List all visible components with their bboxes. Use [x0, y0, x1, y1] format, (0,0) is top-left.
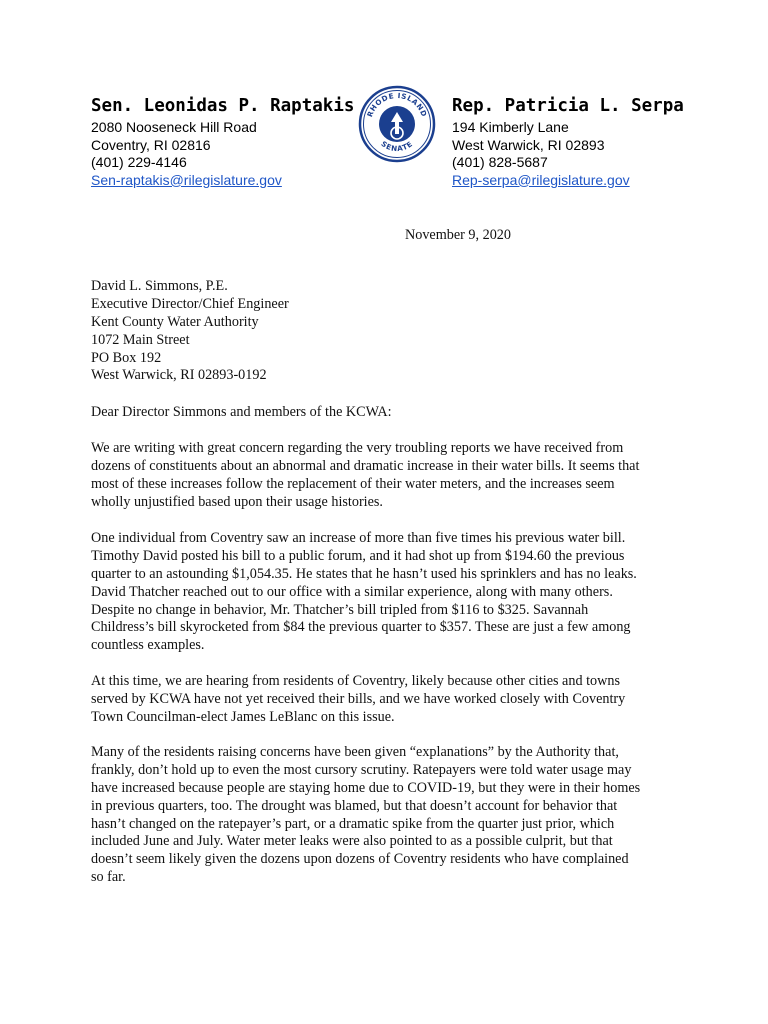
- seal-top-text: RHODE ISLAND: [365, 90, 429, 119]
- paragraph-line: most of these increases follow the replacement of their water meters, and the increases seem: [91, 475, 615, 492]
- recipient-line: Kent County Water Authority: [91, 313, 259, 330]
- recipient-line: David L. Simmons, P.E.: [91, 278, 228, 294]
- representative-email-link[interactable]: Rep-serpa@rilegislature.gov: [452, 171, 630, 188]
- paragraph-line: so far.: [91, 869, 126, 886]
- paragraph-line: frankly, don’t hold up to even the most cursory scrutiny. Ratepayers were told water usage may: [91, 761, 632, 778]
- body-paragraph: [91, 530, 637, 655]
- recipient-address: [91, 278, 289, 385]
- paragraph-line: hasn’t changed on the ratepayer’s part, or a dramatic spike from the quarter just prior, which: [91, 815, 615, 832]
- senator-email-link[interactable]: Sen-raptakis@rilegislature.gov: [91, 171, 282, 188]
- letter-date: November 9, 2020: [405, 227, 511, 243]
- senator-contact: [91, 119, 282, 189]
- salutation: Dear Director Simmons and members of the KCWA:: [91, 404, 392, 420]
- paragraph-line: dozens of constituents about an abnormal and dramatic increase in their water bills. It seems that: [91, 457, 640, 474]
- body-paragraph: [91, 673, 625, 727]
- paragraph-line: One individual from Coventry saw an increase of more than five times his previous water bill.: [91, 530, 626, 546]
- representative-street: 194 Kimberly Lane: [452, 119, 569, 135]
- body-paragraph: [91, 440, 639, 512]
- representative-contact: [452, 119, 630, 189]
- paragraph-line: At this time, we are hearing from residents of Coventry, likely because other cities and towns: [91, 673, 620, 689]
- paragraph-line: wholly unjustified based upon their usage histories.: [91, 493, 383, 510]
- recipient-line: 1072 Main Street: [91, 331, 190, 348]
- body-paragraph: [91, 744, 640, 887]
- rhode-island-senate-seal: [358, 85, 436, 163]
- paragraph-line: Many of the residents raising concerns have been given “explanations” by the Authority that,: [91, 744, 619, 760]
- paragraph-line: Town Councilman-elect James LeBlanc on this issue.: [91, 708, 395, 725]
- recipient-line: Executive Director/Chief Engineer: [91, 295, 289, 312]
- representative-city: West Warwick, RI 02893: [452, 136, 605, 153]
- paragraph-line: Timothy David posted his bill to a public forum, and it had shot up from $194.60 the previous: [91, 547, 625, 564]
- seal-bottom-text: SENATE: [379, 139, 415, 154]
- senator-phone: (401) 229-4146: [91, 154, 187, 171]
- representative-phone: (401) 828-5687: [452, 154, 548, 171]
- paragraph-line: have increased because people are staying home due to COVID-19, but they were in their homes: [91, 779, 641, 796]
- recipient-line: PO Box 192: [91, 349, 162, 366]
- paragraph-line: quarter to an astounding $1,054.35. He states that he hasn’t used his sprinklers and has no leaks.: [91, 565, 637, 582]
- senator-city: Coventry, RI 02816: [91, 136, 211, 153]
- recipient-line: West Warwick, RI 02893-0192: [91, 367, 267, 384]
- paragraph-line: Childress’s bill skyrocketed from $84 the previous quarter to $357. These are just a few among: [91, 619, 631, 636]
- paragraph-line: We are writing with great concern regarding the very troubling reports we have received from: [91, 440, 624, 456]
- paragraph-line: in previous quarters, too. The drought was blamed, but that doesn’t account for behavior that: [91, 797, 618, 814]
- senator-name: Sen. Leonidas P. Raptakis: [91, 96, 355, 116]
- paragraph-line: Despite no change in behavior, Mr. Thatcher’s bill tripled from $116 to $325. Savannah: [91, 601, 589, 618]
- representative-name: Rep. Patricia L. Serpa: [452, 96, 684, 116]
- paragraph-line: countless examples.: [91, 637, 205, 654]
- senator-street: 2080 Nooseneck Hill Road: [91, 119, 257, 135]
- paragraph-line: included June and July. Water meter leaks were also pointed to as a possible culprit, but that: [91, 833, 613, 850]
- paragraph-line: David Thatcher reached out to our office with a similar experience, along with many others.: [91, 583, 613, 600]
- paragraph-line: served by KCWA have not yet received their bills, and we have worked closely with Coventry: [91, 690, 626, 707]
- paragraph-line: doesn’t seem likely given the dozens upon dozens of Coventry residents who have complained: [91, 851, 629, 868]
